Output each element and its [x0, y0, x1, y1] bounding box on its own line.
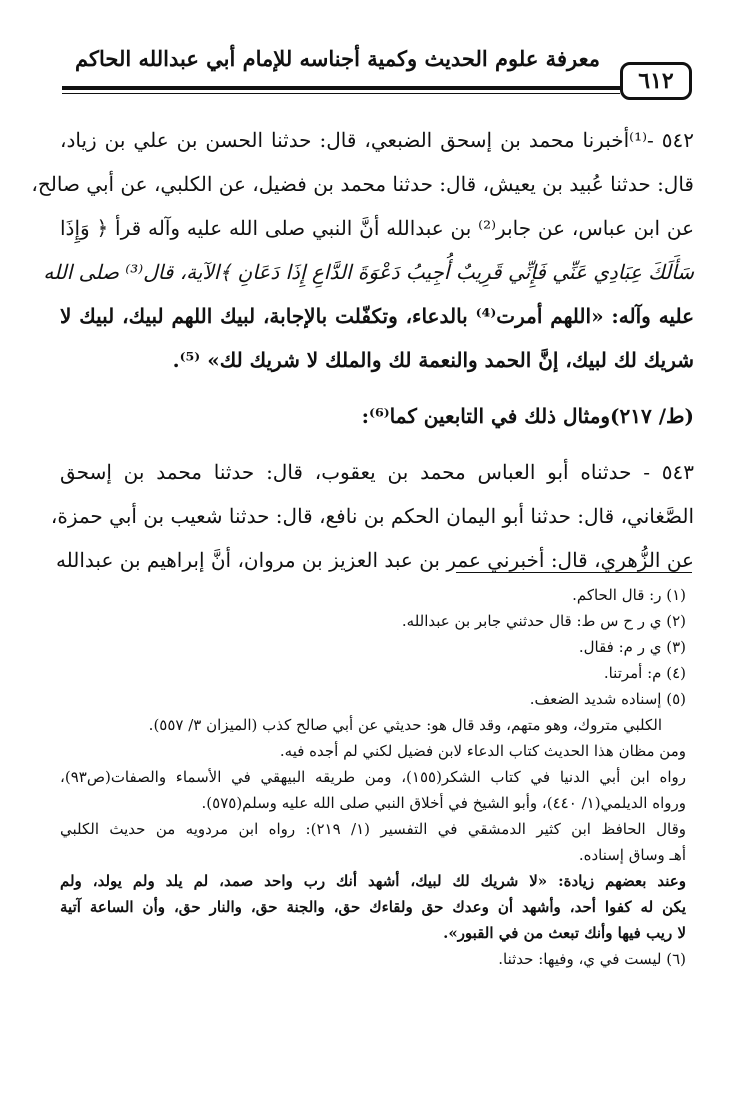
main-line-9: الصَّغاني، قال: حدثنا أبو اليمان الحكم بن نافع، قال: حدثنا شعيب بن أبي حمزة،: [50, 504, 694, 528]
footnote-5-line-3: ومن مظان هذا الحديث كتاب الدعاء لابن فضيل لكني لم أجده فيه.: [279, 742, 686, 760]
main-line-8: ٥٤٣ - حدثناه أبو العباس محمد بن يعقوب، قال: حدثنا محمد بن إسحق: [60, 460, 694, 484]
footnote-1: (١) ر: قال الحاكم.: [572, 586, 686, 604]
main-text-body: [31, 118, 695, 582]
main-line-3: عن ابن عباس، عن جابر⁽²⁾ بن عبدالله أنَّ النبي صلى الله عليه وآله قرأ ﴿ وَإِذَا: [60, 216, 695, 240]
main-line-1: ٥٤٢ -⁽¹⁾أخبرنا محمد بن إسحق الضبعي، قال: حدثنا الحسن بن علي بن زياد،: [60, 128, 694, 152]
footnote-5-line-7: أهـ وساق إسناده.: [578, 846, 686, 864]
header-rule-thin: [62, 93, 620, 94]
page-number: ٦١٢: [620, 62, 692, 100]
header-rule-thick: [62, 86, 620, 90]
footnote-2: (٢) ي ر ح س ط: قال حدثني جابر بن عبدالله.: [401, 612, 686, 630]
footnote-4: (٤) م: أمرتنا.: [603, 664, 686, 682]
main-line-10: عن الزُّهري، قال: أخبرني عمر بن عبد العزيز بن مروان، أنَّ إبراهيم بن عبدالله: [55, 548, 694, 572]
main-line-6-prophetic-saying: شريك لك لبيك، إنَّ الحمد والنعمة لك والملك لا شريك لك» ⁽⁵⁾.: [172, 348, 694, 372]
footnote-5-line-4: رواه ابن أبي الدنيا في كتاب الشكر(١٥٥)، ومن طريقه البيهقي في الأسماء والصفات(ص٩٣)،: [60, 768, 686, 786]
footnote-5: (٥) إسناده شديد الضعف.: [529, 690, 686, 708]
footnote-5-line-10: لا ريب فيها وأنك تبعث من في القبور».: [443, 924, 686, 942]
running-header-title: معرفة علوم الحديث وكمية أجناسه للإمام أبي عبدالله الحاكم: [75, 46, 600, 71]
footnote-6: (٦) ليست في ي، وفيها: حدثنا.: [498, 950, 686, 968]
footnote-5-line-8: وعند بعضهم زيادة: «لا شريك لك لبيك، أشهد أنك رب واحد صمد، لم يلد ولم يولد، ولم: [60, 872, 686, 890]
main-line-5-prophetic-saying: عليه وآله: «اللهم أمرت⁽⁴⁾ بالدعاء، وتكفّلت بالإجابة، لبيك اللهم لبيك، لبيك لا: [60, 304, 695, 328]
main-line-2: قال: حدثنا عُبيد بن يعيش، قال: حدثنا محمد بن فضيل، عن الكلبي، عن أبي صالح،: [31, 172, 694, 196]
footnotes: [60, 582, 686, 972]
footnote-5-line-6: وقال الحافظ ابن كثير الدمشقي في التفسير (١/ ٢١٩): رواه ابن مردويه من حديث الكلبي: [60, 820, 686, 838]
section-heading-tabieen: (ط/ ٢١٧)ومثال ذلك في التابعين كما⁽⁶⁾:: [361, 404, 694, 428]
footnote-5-line-2: الكلبي متروك، وهو متهم، وقد قال هو: حديثي عن أبي صالح كذب (الميزان ٣/ ٥٥٧).: [148, 716, 662, 734]
footnote-3: (٣) ي ر م: فقال.: [578, 638, 686, 656]
footnote-separator: [456, 572, 692, 573]
main-line-4-quran-verse: سَأَلَكَ عِبَادِي عَنِّي فَإِنِّي قَرِيبٌ أُجِيبُ دَعْوَةَ الدَّاعِ إِذَا دَعَانِ ﴾الآية، قال⁽³⁾ صلى الله: [43, 260, 694, 284]
footnote-5-line-5: ورواه الديلمي(١/ ٤٤٠)، وأبو الشيخ في أخلاق النبي صلى الله عليه وسلم(٥٧٥).: [201, 794, 686, 812]
footnote-5-line-9: يكن له كفوا أحد، وأشهد أن وعدك حق ولقاءك حق، والجنة حق، والنار حق، وأن الساعة آتية: [60, 898, 686, 916]
